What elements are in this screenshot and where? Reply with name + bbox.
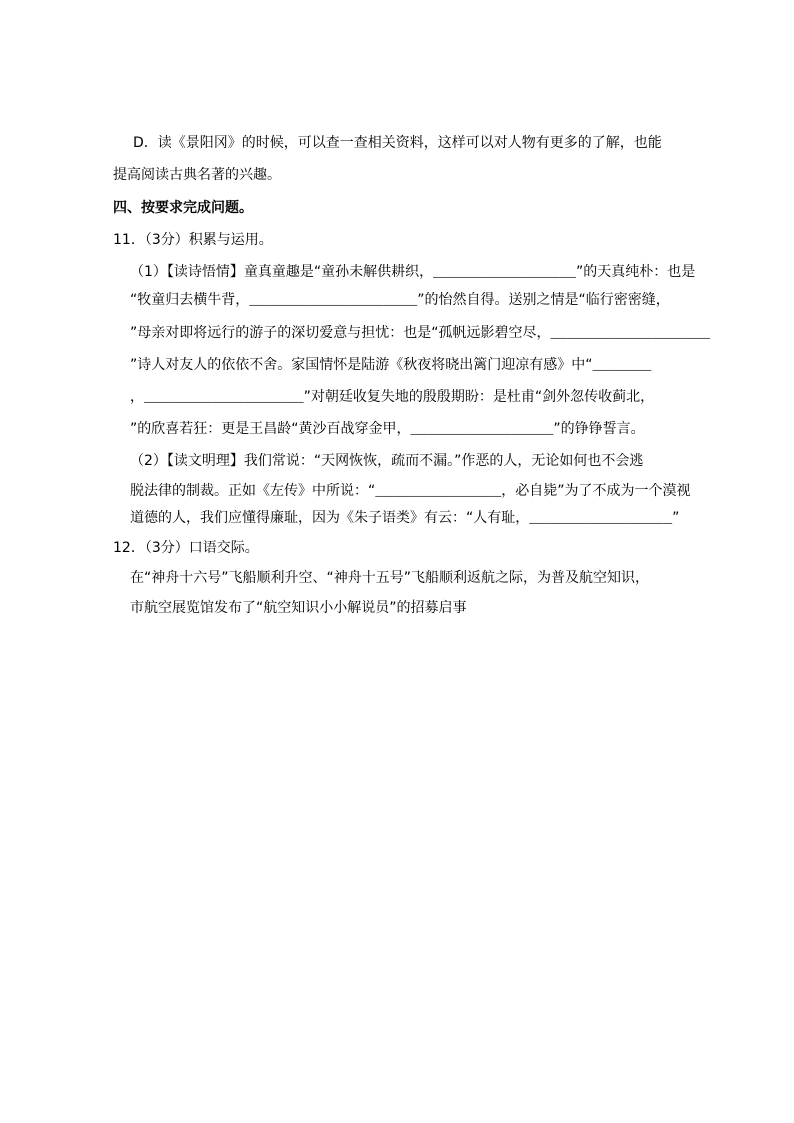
text: ”的天真纯朴：也是 [576,264,696,280]
q11-part2-line-1: （2）【读文明理】我们常说：“天网恢恢，疏而不漏。”作恶的人，无论如何也不会逃 [130,453,644,469]
text: （1）【读诗悟情】童真童趣是“童孙未解供耕织， [130,264,434,280]
text: ”诗人对友人的依依不舍。家国情怀是陆游《秋夜将晓出篱门迎凉有感》中“ [130,357,593,373]
q11-part1-line-1 [130,263,695,282]
q11-part2-line-2 [130,482,691,501]
answer-blank[interactable]: ____________________ [249,293,418,309]
text: ”对朝廷收复失地的殷殷期盼：是杜甫“剑外忽传收蓟北， [303,389,655,405]
option-d-line-2: 提高阅读古典名著的兴趣。 [113,167,281,183]
q11-part1-line-5 [130,388,654,407]
answer-blank[interactable]: _______________ [375,484,502,500]
answer-blank[interactable]: ___________________ [550,326,711,342]
answer-blank[interactable]: ___________________ [144,390,304,406]
answer-blank[interactable]: _________________ [410,422,554,438]
answer-blank[interactable]: _______ [592,358,652,374]
text: 道德的人，我们应懂得廉耻，因为《朱子语类》有云：“人有耻， [130,510,530,526]
option-d-line-1: D．读《景阳冈》的时候，可以查一查相关资料，这样可以对人物有更多的了解，也能 [133,135,662,151]
text: ”的铮铮誓言。 [553,421,645,437]
q12-line-2: 市航空展览馆发布了“航空知识小小解说员”的招募启事 [130,600,467,616]
question-12-header: 12．（3分）口语交际。 [113,540,259,556]
text: ，必自毙”为了不成为一个漠视 [501,483,691,499]
q12-line-1: 在“神舟十六号”飞船顺利升空、“神舟十五号”飞船顺利返航之际，为普及航空知识， [130,570,650,586]
text: ”的怡然自得。送别之情是“临行密密缝， [417,292,670,308]
q11-part1-line-2 [130,291,670,310]
answer-blank[interactable]: _________________ [529,511,673,527]
text: ” [672,510,680,526]
q11-part1-line-3 [130,324,710,343]
text: ”的欣喜若狂：更是王昌龄“黄沙百战穿金甲， [130,421,411,437]
text: ”母亲对即将远行的游子的深切爱意与担忧：也是“孤帆远影碧空尽， [130,325,551,341]
q11-part2-line-3 [130,509,679,528]
answer-blank[interactable]: _________________ [433,265,576,281]
text: ， [130,389,144,405]
section-title: 四、按要求完成问题。 [113,200,253,216]
text: “牧童归去横牛背， [130,292,250,308]
question-11-header: 11．（3分）积累与运用。 [113,232,273,248]
text: 脱法律的制裁。正如《左传》中所说：“ [130,483,376,499]
q11-part1-line-4 [130,356,651,375]
q11-part1-line-6 [130,420,645,439]
